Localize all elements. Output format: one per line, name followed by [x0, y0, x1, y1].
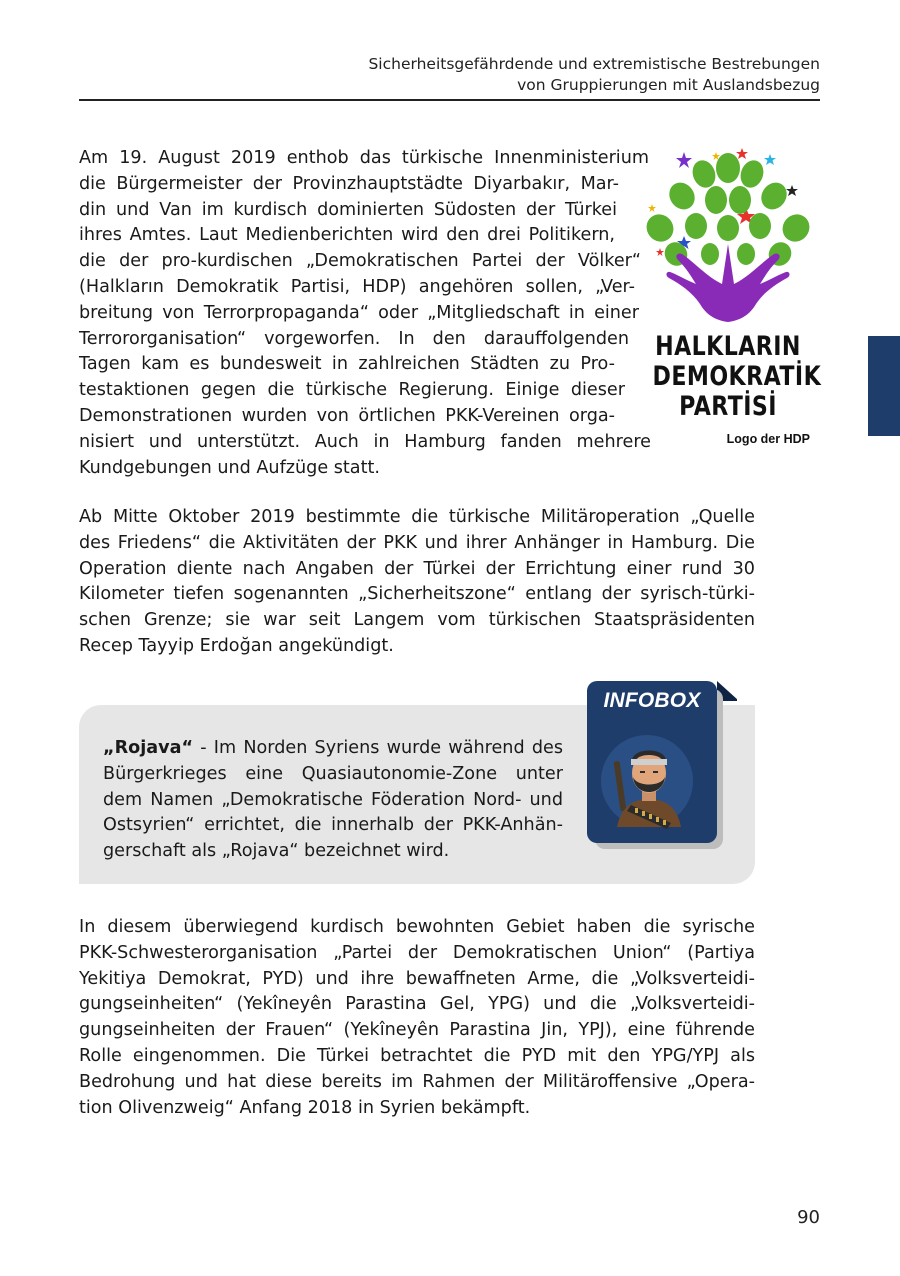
hdp-tree-logo-icon: [636, 144, 820, 329]
infobox-line-1: - Im Norden Syriens wurde während des: [193, 738, 563, 758]
p1-line: (Halkların Demokratik Partisi, HDP) angehören sollen, „Ver-: [79, 276, 635, 297]
infobox-line: dem Namen „Demokratische Föderation Nord- und: [103, 789, 563, 810]
running-header: [79, 54, 820, 101]
hdp-logo: [636, 144, 820, 454]
p1-line: ihres Amtes. Laut Medienberichten wird den drei Politikern,: [79, 225, 615, 246]
infobox-text: [103, 736, 563, 865]
p1-line: Terrororganisation“ vorgeworfen. In den darauffolgenden: [79, 328, 629, 349]
p1-line: din und Van im kurdisch dominierten Südosten der Türkei: [79, 199, 617, 220]
p3-line: Rolle eingenommen. Die Türkei betrachtet die PYD mit den YPG/YPJ als: [79, 1045, 755, 1066]
p1-line: breitung von Terrorpropaganda“ oder „Mitgliedschaft in einer: [79, 302, 639, 323]
infobox-badge: [587, 681, 737, 851]
p3-line: Bedrohung und hat diese bereits im Rahmen der Militäroffensive „Opera-: [79, 1071, 755, 1092]
infobox-line: [103, 736, 563, 762]
p2-line: schen Grenze; sie war seit Langem vom türkischen Staatspräsidenten: [79, 610, 755, 631]
p1-line: Kundgebungen und Aufzüge statt.: [79, 457, 380, 478]
infobox-line: Bürgerkrieges eine Quasiautonomie-Zone unter: [103, 763, 563, 784]
page-number: 90: [797, 1207, 820, 1228]
p1-line: Am 19. August 2019 enthob das türkische Innenministerium: [79, 148, 649, 168]
p1-line: nisiert und unterstützt. Auch in Hamburg fanden mehrere: [79, 431, 651, 452]
logo-line: PARTİSİ: [679, 391, 777, 422]
logo-caption: Logo der HDP: [726, 432, 810, 446]
infobox-badge-title: INFOBOX: [603, 689, 701, 712]
infobox-line: Ostsyrien“ errichtet, die innerhalb der PKK-Anhän-: [103, 815, 563, 836]
hdp-logo-wordmark: [652, 331, 822, 422]
infobox-term: „Rojava“: [103, 738, 194, 758]
p2-line: Ab Mitte Oktober 2019 bestimmte die türkische Militäroperation „Quelle: [79, 507, 755, 527]
p3-line: PKK-Schwesterorganisation „Partei der Demokratischen Union“ (Partiya: [79, 942, 755, 963]
p3-line: In diesem überwiegend kurdisch bewohnten Gebiet haben die syrische: [79, 917, 755, 937]
p1-line: testaktionen gegen die türkische Regierung. Einige dieser: [79, 380, 625, 401]
p3-line: gungseinheiten der Frauen“ (Yekîneyên Parastina Jin, YPJ), eine führende: [79, 1020, 755, 1041]
paragraph-2: [79, 505, 755, 660]
p1-line: die der pro-kurdischen „Demokratischen Partei der Völker“: [79, 251, 641, 272]
header-line-1: Sicherheitsgefährdende und extremistische Bestrebungen: [368, 55, 820, 73]
paragraph-1: [79, 146, 655, 481]
paragraph-3: [79, 915, 755, 1121]
p3-line: tion Olivenzweig“ Anfang 2018 in Syrien bekämpft.: [79, 1097, 531, 1118]
p2-line: des Friedens“ die Aktivitäten der PKK und ihrer Anhänger in Hamburg. Die: [79, 532, 755, 553]
p2-line: Kilometer tiefen sogenannten „Sicherheitszone“ entlang der syrisch-türki-: [79, 584, 755, 605]
logo-line: HALKLARIN: [655, 331, 801, 362]
p3-line: Yekitiya Demokrat, PYD) und ihre bewaffneten Arme, die „Volksverteidi-: [79, 968, 755, 989]
p1-line: Demonstrationen wurden von örtlichen PKK-Vereinen orga-: [79, 405, 615, 426]
p2-line: Operation diente nach Angaben der Türkei der Errichtung einer rund 30: [79, 558, 755, 579]
p3-line: gungseinheiten“ (Yekîneyên Parastina Gel, YPG) und die „Volksverteidi-: [79, 994, 755, 1015]
p1-line: Tagen kam es bundesweit in zahlreichen Städten zu Pro-: [79, 354, 615, 375]
p1-line: die Bürgermeister der Provinzhauptstädte Diyarbakır, Mar-: [79, 173, 619, 194]
p2-line: Recep Tayyip Erdoğan angekündigt.: [79, 635, 394, 656]
chapter-tab-marker: [868, 336, 900, 436]
infobox-line: gerschaft als „Rojava“ bezeichnet wird.: [103, 841, 450, 862]
header-line-2: von Gruppierungen mit Auslandsbezug: [517, 76, 820, 94]
logo-line: DEMOKRATİK: [652, 361, 822, 392]
